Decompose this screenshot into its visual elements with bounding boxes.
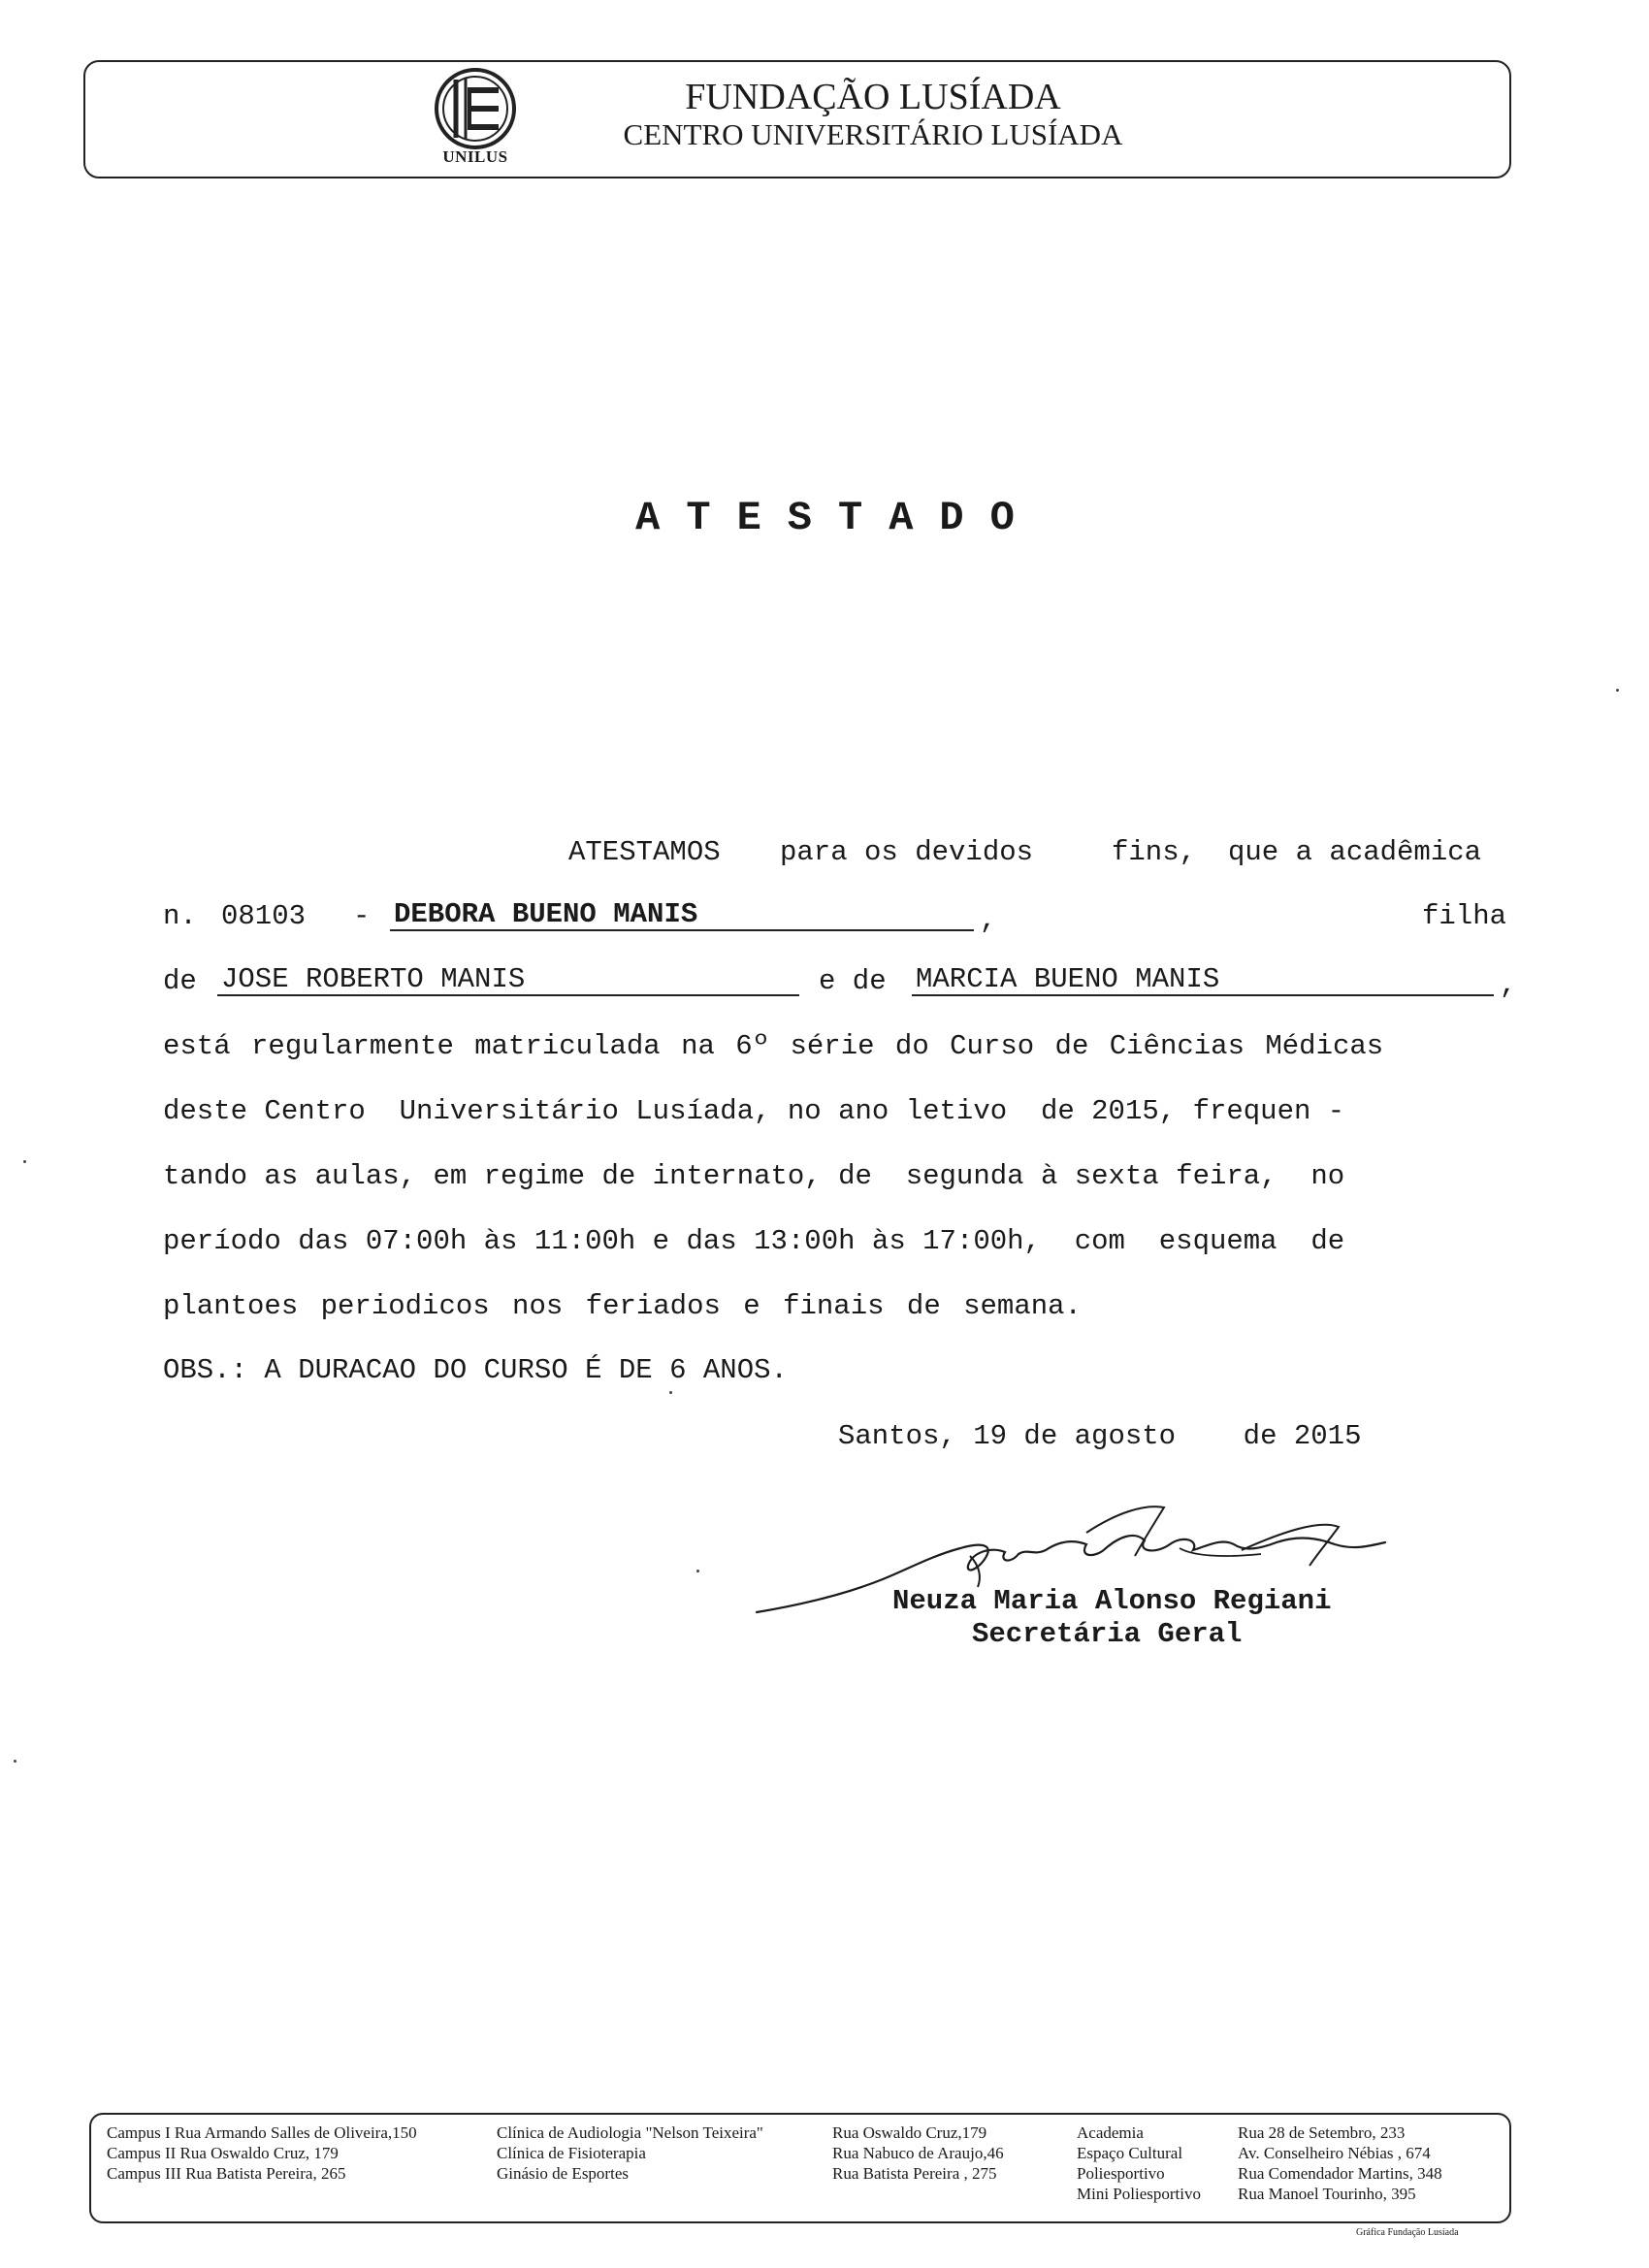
footer-clinics-column — [497, 2122, 763, 2184]
body-line-4: está regularmente matriculada na 6º série do Curso de Ciências Médicas — [163, 1030, 1384, 1062]
scan-speck — [696, 1570, 699, 1572]
printer-credit: Gráfica Fundação Lusíada — [1356, 2227, 1459, 2238]
footer-campus-3: Campus III Rua Batista Pereira, 265 — [107, 2164, 346, 2183]
body-line-8: plantoes periodicos nos feriados e finais de semana. — [163, 1290, 1082, 1322]
footer-facility-4: Mini Poliesportivo — [1077, 2185, 1201, 2203]
body-line-6: tando as aulas, em regime de internato, de segunda à sexta feira, no — [163, 1160, 1345, 1192]
footer-facilities-column — [1077, 2122, 1201, 2204]
text-de: de — [163, 965, 197, 997]
footer-campus-2: Campus II Rua Oswaldo Cruz, 179 — [107, 2144, 339, 2162]
registration-prefix: n. — [163, 900, 197, 932]
footer-clinic-3: Ginásio de Esportes — [497, 2164, 629, 2183]
logo-wordmark: UNILUS — [442, 147, 508, 166]
signatory-role: Secretária Geral — [972, 1618, 1243, 1650]
scan-speck — [14, 1760, 16, 1763]
signatory-name: Neuza Maria Alonso Regiani — [892, 1585, 1332, 1617]
scan-speck — [23, 1160, 26, 1163]
footer-clinic-address-3: Rua Batista Pereira , 275 — [832, 2164, 997, 2183]
registration-number: 08103 — [221, 900, 307, 932]
document-title: ATESTADO — [635, 495, 1041, 541]
organization-subtitle: CENTRO UNIVERSITÁRIO LUSÍADA — [623, 117, 1123, 151]
text-e-de: e de — [819, 965, 887, 997]
student-name-field: DEBORA BUENO MANIS — [390, 900, 974, 931]
mother-name-field: MARCIA BUENO MANIS — [912, 965, 1494, 996]
footer-clinic-address-2: Rua Nabuco de Araujo,46 — [832, 2144, 1004, 2162]
footer-facility-address-3: Rua Comendador Martins, 348 — [1238, 2164, 1442, 2183]
footer-clinic-2: Clínica de Fisioterapia — [497, 2144, 646, 2162]
organization-name: FUNDAÇÃO LUSÍADA — [685, 77, 1061, 117]
footer-facility-3: Poliesportivo — [1077, 2164, 1165, 2183]
footer-facility-2: Espaço Cultural — [1077, 2144, 1183, 2162]
text-atestamos: ATESTAMOS — [568, 836, 721, 868]
text-daughter: filha — [1422, 900, 1507, 932]
footer-facility-address-column — [1238, 2122, 1442, 2204]
text-for-purposes: para os devidos — [780, 836, 1034, 868]
date-line: Santos, 19 de agosto de 2015 — [838, 1420, 1362, 1452]
footer-facility-1: Academia — [1077, 2123, 1144, 2142]
comma: , — [980, 904, 997, 936]
observation-line: OBS.: A DURACAO DO CURSO É DE 6 ANOS. — [163, 1354, 788, 1386]
footer-facility-address-4: Rua Manoel Tourinho, 395 — [1238, 2185, 1416, 2203]
footer-facility-address-2: Av. Conselheiro Nébias , 674 — [1238, 2144, 1431, 2162]
scan-speck — [669, 1391, 672, 1394]
text-academic: que a acadêmica — [1228, 836, 1482, 868]
father-name-field: JOSE ROBERTO MANIS — [217, 965, 799, 996]
footer-clinic-address-column — [832, 2122, 1004, 2184]
footer-campus-column — [107, 2122, 417, 2184]
text-fins: fins, — [1112, 836, 1197, 868]
footer-facility-address-1: Rua 28 de Setembro, 233 — [1238, 2123, 1406, 2142]
footer-clinic-1: Clínica de Audiologia "Nelson Teixeira" — [497, 2123, 763, 2142]
dash: - — [353, 900, 371, 932]
footer-campus-1: Campus I Rua Armando Salles de Oliveira,150 — [107, 2123, 417, 2142]
scan-speck — [1616, 689, 1619, 692]
footer-clinic-address-1: Rua Oswaldo Cruz,179 — [832, 2123, 987, 2142]
body-line-5: deste Centro Universitário Lusíada, no ano letivo de 2015, frequen - — [163, 1095, 1345, 1127]
body-line-7: período das 07:00h às 11:00h e das 13:00h às 17:00h, com esquema de — [163, 1225, 1345, 1257]
comma: , — [1500, 969, 1517, 1001]
